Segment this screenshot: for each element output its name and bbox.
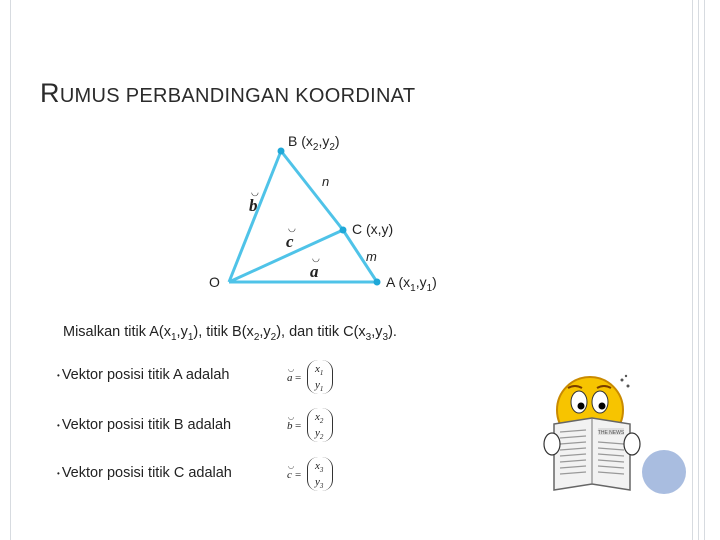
bullet-vector-c: • Vektor posisi titik C adalah <box>57 465 232 481</box>
bullet-dot: • <box>57 468 60 478</box>
segment-m-label: m <box>366 249 377 264</box>
point-b-label: B $(x_2,y_2)$ <box>288 133 340 153</box>
smiley-reading-newspaper-icon <box>542 372 642 497</box>
bullet-dot: • <box>57 370 60 380</box>
vector-b-label: ◡ b <box>249 187 259 215</box>
intro-text: Misalkan titik $A(x_1,y_1)$, titik $B(x_2,y_2)$, dan titik $C(x_3,y_3)$. <box>63 324 397 343</box>
point-a-label: A $(x_1,y_1)$ <box>386 274 437 294</box>
point-c-dot <box>340 227 347 234</box>
matrix-vector-c: ◡ c = $x_3$ $y_3$ <box>285 457 335 493</box>
decorative-circle <box>642 450 686 494</box>
page-title: RUMUS PERBANDINGAN KOORDINAT <box>40 78 416 108</box>
bullet-vector-b: • Vektor posisi titik B adalah <box>57 417 232 433</box>
matrix-vector-a: ◡ a = $x_1$ $y_1$ <box>285 360 335 396</box>
vector-a-label: ◡ a <box>310 253 320 281</box>
point-b-dot <box>278 148 285 155</box>
matrix-vector-b: ◡ b = $x_2$ $y_2$ <box>285 408 335 444</box>
bullet-dot: • <box>57 420 60 430</box>
newspaper-headline: THE NEWS <box>597 430 625 436</box>
vector-c-label: ◡ c <box>286 223 296 251</box>
line-b-c <box>281 151 343 230</box>
point-c-label: C (x,y) <box>352 221 394 237</box>
origin-label: O <box>209 274 220 290</box>
bullet-vector-a: • Vektor posisi titik A adalah <box>57 367 230 383</box>
point-a-dot <box>374 279 381 286</box>
segment-n-label: n <box>322 174 330 189</box>
